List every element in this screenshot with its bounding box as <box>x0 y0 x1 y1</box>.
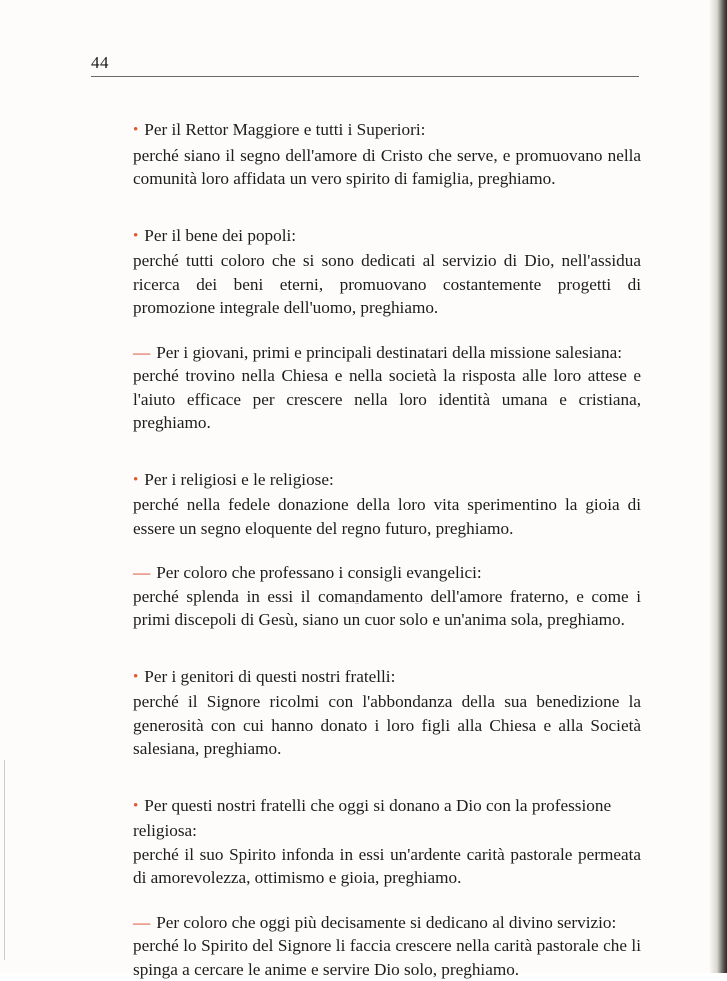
page-edge-line <box>4 760 5 960</box>
intention-heading: Per i genitori di questi nostri fratelli: <box>144 667 395 686</box>
intention-body: perché splenda in essi il comandamento dell'amore fraterno, e come i primi discepoli di Gesù, siano un cuor solo e un'anima sola, preghiamo. <box>133 585 641 632</box>
bullet-marker: • <box>133 669 138 685</box>
intention-body: perché tutti coloro che si sono dedicati al servizio di Dio, nell'assidua ricerca dei beni eterni, promuovano costantemente progetti di promozione integrale dell'uomo, preghiamo. <box>133 249 641 320</box>
intention-block <box>133 794 641 890</box>
intention-block <box>133 665 641 761</box>
intention-block <box>133 118 641 191</box>
dash-marker: — <box>133 343 150 362</box>
intention-block <box>133 224 641 320</box>
intention-block <box>133 468 641 541</box>
intention-body: perché trovino nella Chiesa e nella società la risposta alle loro attese e l'aiuto efficace per crescere nella loro identità umana e cristiana, preghiamo. <box>133 364 641 435</box>
intention-heading: Per i religiosi e le religiose: <box>144 470 334 489</box>
bullet-marker: • <box>133 798 138 814</box>
page-number: 44 <box>91 53 109 73</box>
intention-block <box>133 911 641 981</box>
intention-body: perché siano il segno dell'amore di Cristo che serve, e promuovano nella comunità loro affidata un vero spirito di famiglia, preghiamo. <box>133 144 641 191</box>
bullet-marker: • <box>133 122 138 138</box>
intention-body: perché nella fedele donazione della loro vita sperimentino la gioia di essere un segno eloquente del regno futuro, preghiamo. <box>133 493 641 540</box>
intention-heading: Per questi nostri fratelli che oggi si donano a Dio con la professione religiosa: <box>133 796 611 841</box>
dash-marker: — <box>133 913 150 932</box>
intention-heading: Per il bene dei popoli: <box>144 226 296 245</box>
book-binding-shadow <box>709 0 727 973</box>
intention-body: perché il Signore ricolmi con l'abbondanza della sua benedizione la generosità con cui hanno donato i loro figli alla Chiesa e alla Società salesiana, preghiamo. <box>133 690 641 761</box>
bullet-marker: • <box>133 472 138 488</box>
dash-marker: — <box>133 563 150 582</box>
intention-heading: Per i giovani, primi e principali destinatari della missione salesiana: <box>156 343 622 362</box>
intention-body: perché il suo Spirito infonda in essi un'ardente carità pastorale permeata di amorevolezza, ottimismo e gioia, preghiamo. <box>133 843 641 890</box>
intention-heading: Per coloro che oggi più decisamente si dedicano al divino servizio: <box>156 913 616 932</box>
prayer-intentions <box>133 118 641 981</box>
intention-body: perché lo Spirito del Signore li faccia crescere nella carità pastorale che li spinga a cercare le anime e servire Dio solo, preghiamo. <box>133 934 641 981</box>
intention-heading: Per il Rettor Maggiore e tutti i Superiori: <box>144 120 425 139</box>
intention-block <box>133 341 641 435</box>
bullet-marker: • <box>133 228 138 244</box>
intention-heading: Per coloro che professano i consigli evangelici: <box>156 563 482 582</box>
intention-block <box>133 561 641 632</box>
header-rule <box>91 76 639 77</box>
